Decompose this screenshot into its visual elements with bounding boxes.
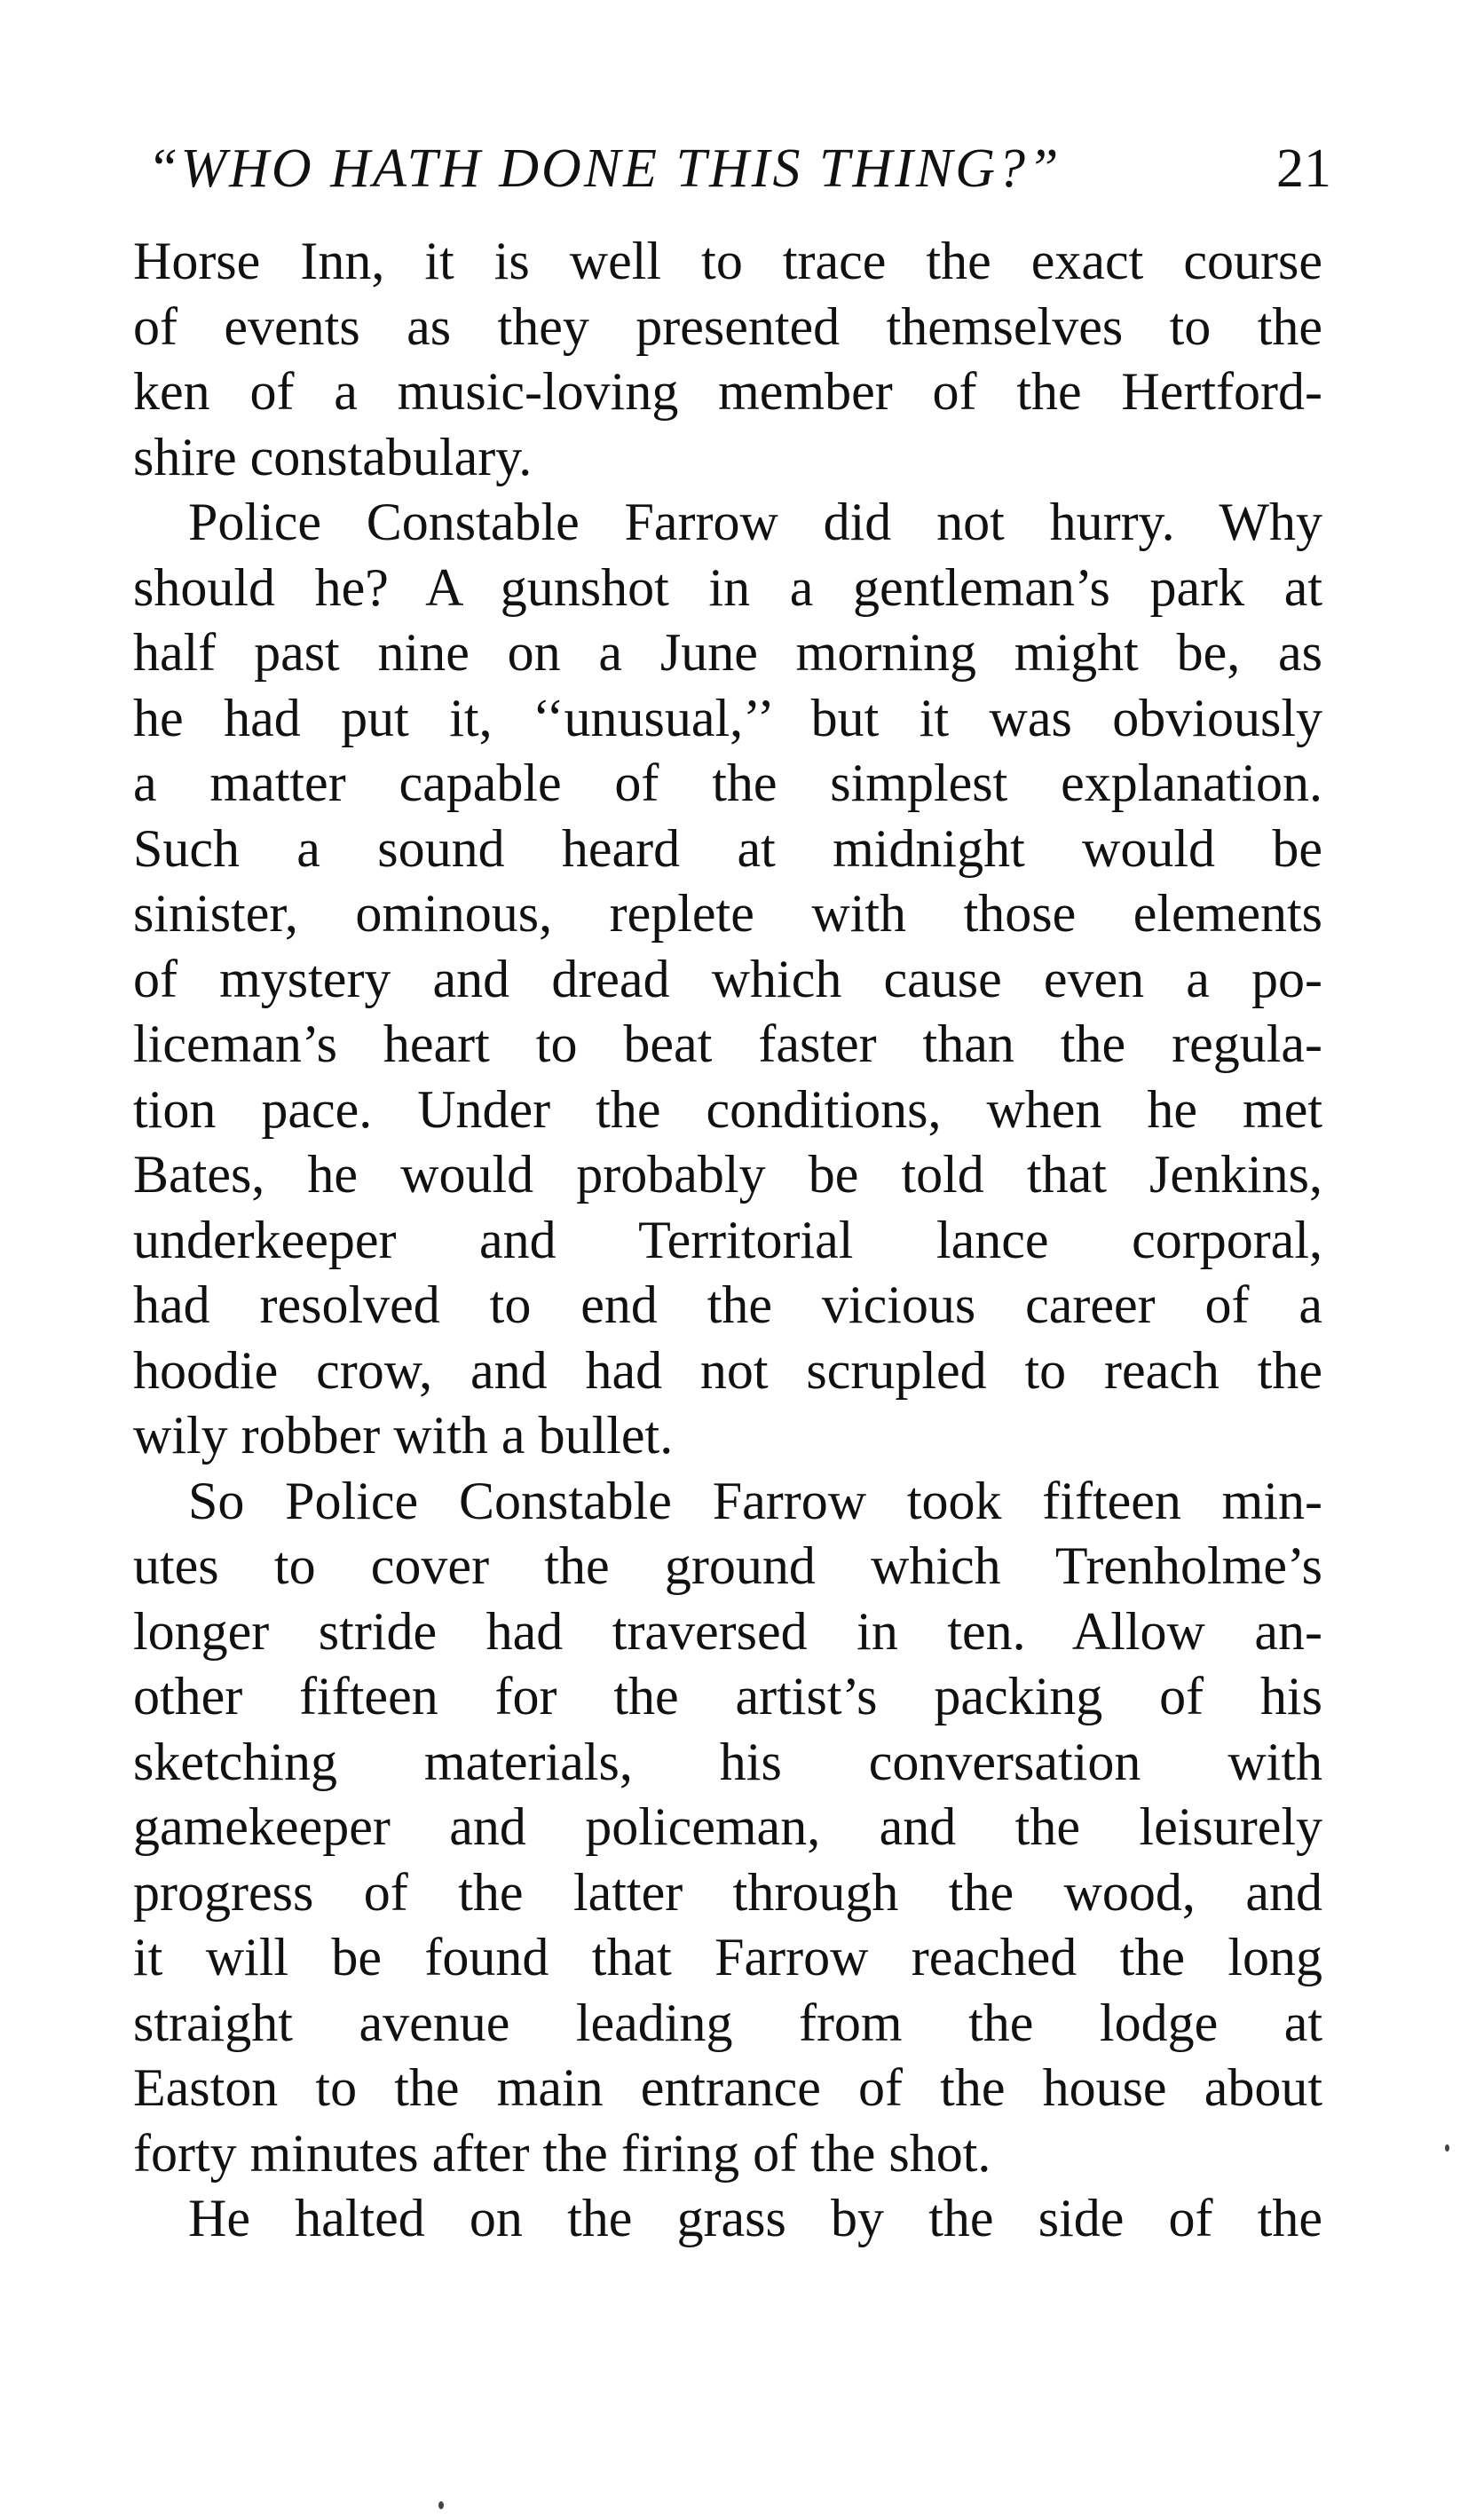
text-line: ken of a music-loving member of the Hertford- xyxy=(133,362,1322,421)
text-line: sketching materials, his conversation with xyxy=(133,1732,1322,1791)
text-line: Easton to the main entrance of the house about xyxy=(133,2058,1322,2117)
text-line: underkeeper and Territorial lance corporal, xyxy=(133,1210,1322,1269)
text-line: had resolved to end the vicious career of a xyxy=(133,1275,1322,1334)
text-line: hoodie crow, and had not scrupled to reach the xyxy=(133,1340,1322,1400)
text-line: of mystery and dread which cause even a po- xyxy=(133,949,1322,1008)
paragraph-first-line: So Police Constable Farrow took fifteen min- xyxy=(188,1471,1322,1530)
paper-speck xyxy=(1445,2144,1449,2152)
text-line: should he? A gunshot in a gentleman’s park at xyxy=(133,557,1322,617)
text-line: Bates, he would probably be told that Jenkins, xyxy=(133,1145,1322,1204)
running-head xyxy=(142,133,1331,204)
body-text xyxy=(133,229,1322,2252)
running-title: “WHO HATH DONE THIS THING?” xyxy=(147,138,1062,199)
text-line: gamekeeper and policeman, and the leisurely xyxy=(133,1797,1322,1856)
text-line: longer stride had traversed in ten. Allow an- xyxy=(133,1601,1322,1661)
text-line: progress of the latter through the wood, and xyxy=(133,1862,1322,1922)
text-line: other fifteen for the artist’s packing of his xyxy=(133,1667,1322,1725)
text-line: liceman’s heart to beat faster than the regula- xyxy=(133,1015,1322,1073)
text-line: straight avenue leading from the lodge at xyxy=(133,1993,1322,2052)
text-line: Such a sound heard at midnight would be xyxy=(133,818,1322,878)
text-line: utes to cover the ground which Trenholme’s xyxy=(133,1536,1322,1595)
text-line: of events as they presented themselves to the xyxy=(133,296,1322,356)
paper-speck xyxy=(438,2501,444,2509)
text-line: tion pace. Under the conditions, when he met xyxy=(133,1079,1322,1139)
text-line: it will be found that Farrow reached the long xyxy=(133,1928,1322,1986)
text-line: a matter capable of the simplest explanation. xyxy=(133,754,1322,812)
text-line: forty minutes after the firing of the shot. xyxy=(133,2123,991,2183)
paragraph-first-line: He halted on the grass by the side of the xyxy=(188,2189,1322,2247)
paragraph-first-line: Police Constable Farrow did not hurry. Why xyxy=(188,493,1322,551)
text-line: Horse Inn, it is well to trace the exact course xyxy=(133,232,1322,290)
text-line: he had put it, ‘‘unusual,’’ but it was obviously xyxy=(133,688,1322,747)
text-line: wily robber with a bullet. xyxy=(133,1406,674,1465)
text-line: half past nine on a June morning might be, as xyxy=(133,623,1322,682)
text-line: sinister, ominous, replete with those elements xyxy=(133,884,1322,943)
page-number: 21 xyxy=(1276,138,1331,199)
text-line: shire constabulary. xyxy=(133,427,533,486)
